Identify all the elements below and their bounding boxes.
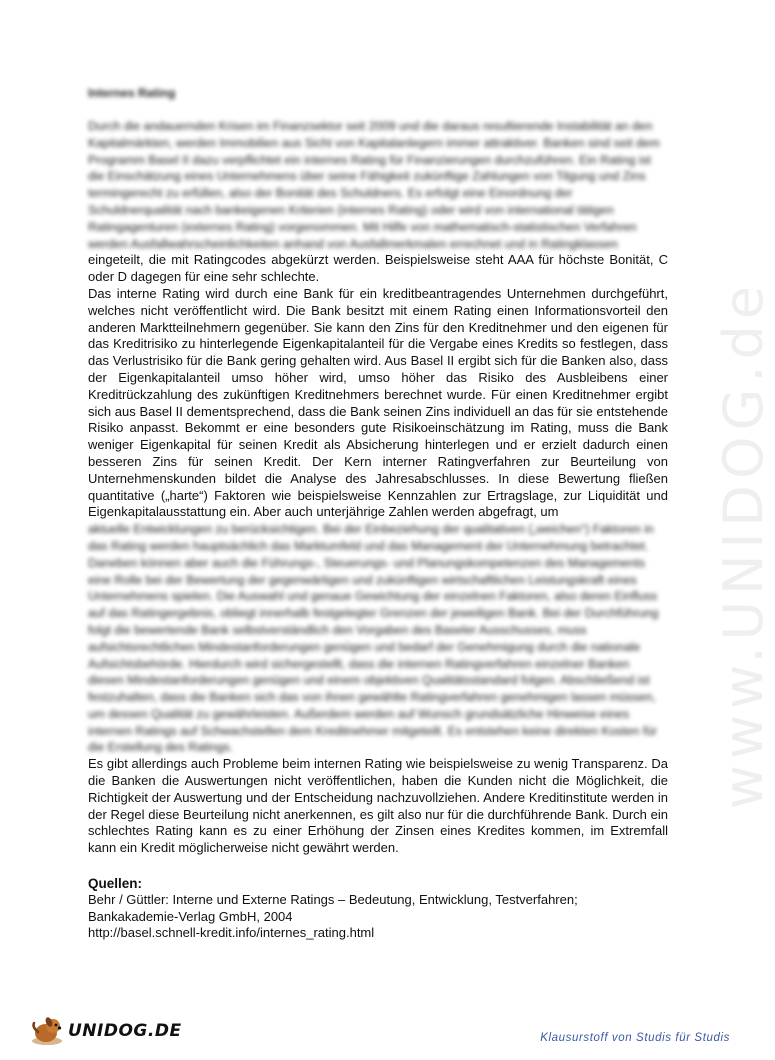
document-heading: Internes Rating bbox=[88, 86, 176, 100]
logo-text: UNIDOG.DE bbox=[68, 1021, 182, 1041]
blurred-section-top bbox=[88, 86, 668, 252]
watermark-text: www.UNIDOG.de bbox=[712, 280, 775, 810]
paragraph-internal-rating: Das interne Rating wird durch eine Bank für ein kreditbeantragendes Unternehmen durchgeführt, welches nicht veröffentlicht wird. Die Bank besitzt mit einem Rating einen Informationsvorteil den anderen Marktteilnehmern gegenüber. Sie kann den Zins für den Kreditnehmer und den eigenen für das Kreditrisiko zu hinterlegende Eigenkapitalanteil für die Vergabe eines Kredits so festlegen, dass das Verlustrisiko für die Bank gering gehalten wird. Aus Basel II ergibt sich für die Banken also, dass der Eigenkapitalanteil umso höher wird, umso höher das Risiko des Ausbleibens einer Kreditrückzahlung des zukünftigen Kreditnehmers berechnet wurde. Für einen Kreditnehmer ergibt sich aus Basel II dementsprechend, dass die Bank seinen Zins individuell an das für sie entstehende Risiko anpasst. Bekommt er eine besonders gute Risikoeinschätzung im Rating, muss die Bank weniger Eigenkapital für seinen Kredit als Absicherung hinterlegen und er erzielt dadurch einen besseren Zins für seinen Kredit. Der Kern interner Ratingverfahren zur Beurteilung von Unternehmenskunden bildet die Analyse des Jahresabschlusses. In diese Bewertung fließen quantitative („harte“) Faktoren wie beispielsweise Kennzahlen zur Ertragslage, zur Liquidität und Eigenkapitalausstattung ein. Aber auch unterjährige Zahlen werden abgefragt, um bbox=[88, 285, 668, 520]
dog-mascot-icon bbox=[28, 1015, 66, 1047]
footer-tagline: Klausurstoff von Studis für Studis bbox=[540, 1032, 730, 1044]
unidog-logo bbox=[28, 1015, 182, 1047]
source-url: http://basel.schnell-kredit.info/internes_rating.html bbox=[88, 925, 375, 941]
paragraph-problems: Es gibt allerdings auch Probleme beim internen Rating wie beispielsweise zu wenig Transparenz. Da die Banken die Auswertungen nicht veröffentlichen, haben die Kunden nicht die Möglichkeit, die Richtigkeit der Auswertung und der Entscheidung nachzuvollziehen. Andere Kreditinstitute werden in der Regel diese Beurteilung nicht anerkennen, es gilt also nur für die durchführende Bank. Durch ein schlechtes Rating kann es zu einer Erhöhung der Zinsen eines Kredites kommen, im Extremfall kann ein Kredit möglicherweise nicht gewährt werden. bbox=[88, 756, 668, 856]
paragraph-rating-codes: eingeteilt, die mit Ratingcodes abgekürzt werden. Beispielsweise steht AAA für höchste Bonität, C oder D dagegen für eine sehr schlechte. bbox=[88, 252, 668, 285]
document-page bbox=[88, 86, 668, 942]
blurred-intro-paragraph: Durch die andauernden Krisen im Finanzsektor seit 2009 und die daraus resultierende Instabilität an den Kapitalmärkten, werden Immobilien aus Sicht von Kapitalanlegern immer attraktiver. Banken sind seit dem Programm Basel II dazu verpflichtet ein internes Rating für Finanzierungen durchzuführen. Ein Rating ist die Einschätzung eines Unternehmens über seine Fähigkeit zukünftige Zahlungen von Tilgung und Zins termingerecht zu erfüllen, also der Bonität des Schuldners. Es erfolgt eine Einordnung der Schuldnerqualität nach bankeigenen Kriterien (internes Rating) oder wird von international tätigen Ratingagenturen (externes Rating) vorgenommen. Mit Hilfe von mathematisch-statistischen Verfahren werden Ausfallwahrscheinlichkeiten anhand von Ausfallmerkmalen errechnet und in Ratingklassen bbox=[88, 119, 660, 251]
blurred-section-middle bbox=[88, 521, 668, 756]
blurred-middle-paragraph: aktuelle Entwicklungen zu berücksichtigen. Bei der Einbeziehung der qualitativen („weichen“) Faktoren in das Rating werden hauptsächlich das Marktumfeld und das Management der Unternehmung betrachtet. Daneben können aber auch die Führungs-, Steuerungs- und Planungskompetenzen des Managements eine Rolle bei der Bewertung der gegenwärtigen und zukünftigen wirtschaftlichen Leistungskraft eines Unternehmens spielen. Die Auswahl und genaue Gewichtung der einzelnen Faktoren, also deren Einfluss auf das Ratingergebnis, obliegt innerhalb festgelegter Grenzen der jeweiligen Bank. Bei der Durchführung folgt die bewertende Bank selbstverständlich den Vorgaben des Baseler Ausschusses, muss aufsichtsrechtlichen Mindestanforderungen genügen und bedarf der Genehmigung durch die nationale Aufsichtsbehörde. Hierdurch wird sichergestellt, dass die internen Ratingverfahren einzelner Banken diesen Mindestanforderungen genügen und einem objektiven Qualitätsstandard folgen. Abschließend ist festzuhalten, dass die Banken sich das von ihnen gewählte Ratingverfahren genehmigen lassen müssen, um dessen Qualität zu gewährleisten. Außerdem werden auf Wunsch grundsätzliche Hinweise eines internen Ratings auf Schwachstellen dem Kreditnehmer mitgeteilt. Es entstehen keine direkten Kosten für die Erstellung des Ratings. bbox=[88, 522, 659, 755]
source-citation-1: Behr / Güttler: Interne und Externe Ratings – Bedeutung, Entwicklung, Testverfahren; bbox=[88, 892, 578, 908]
source-citation-2: Bankakademie-Verlag GmbH, 2004 bbox=[88, 908, 293, 924]
sources-title: Quellen: bbox=[88, 876, 143, 892]
